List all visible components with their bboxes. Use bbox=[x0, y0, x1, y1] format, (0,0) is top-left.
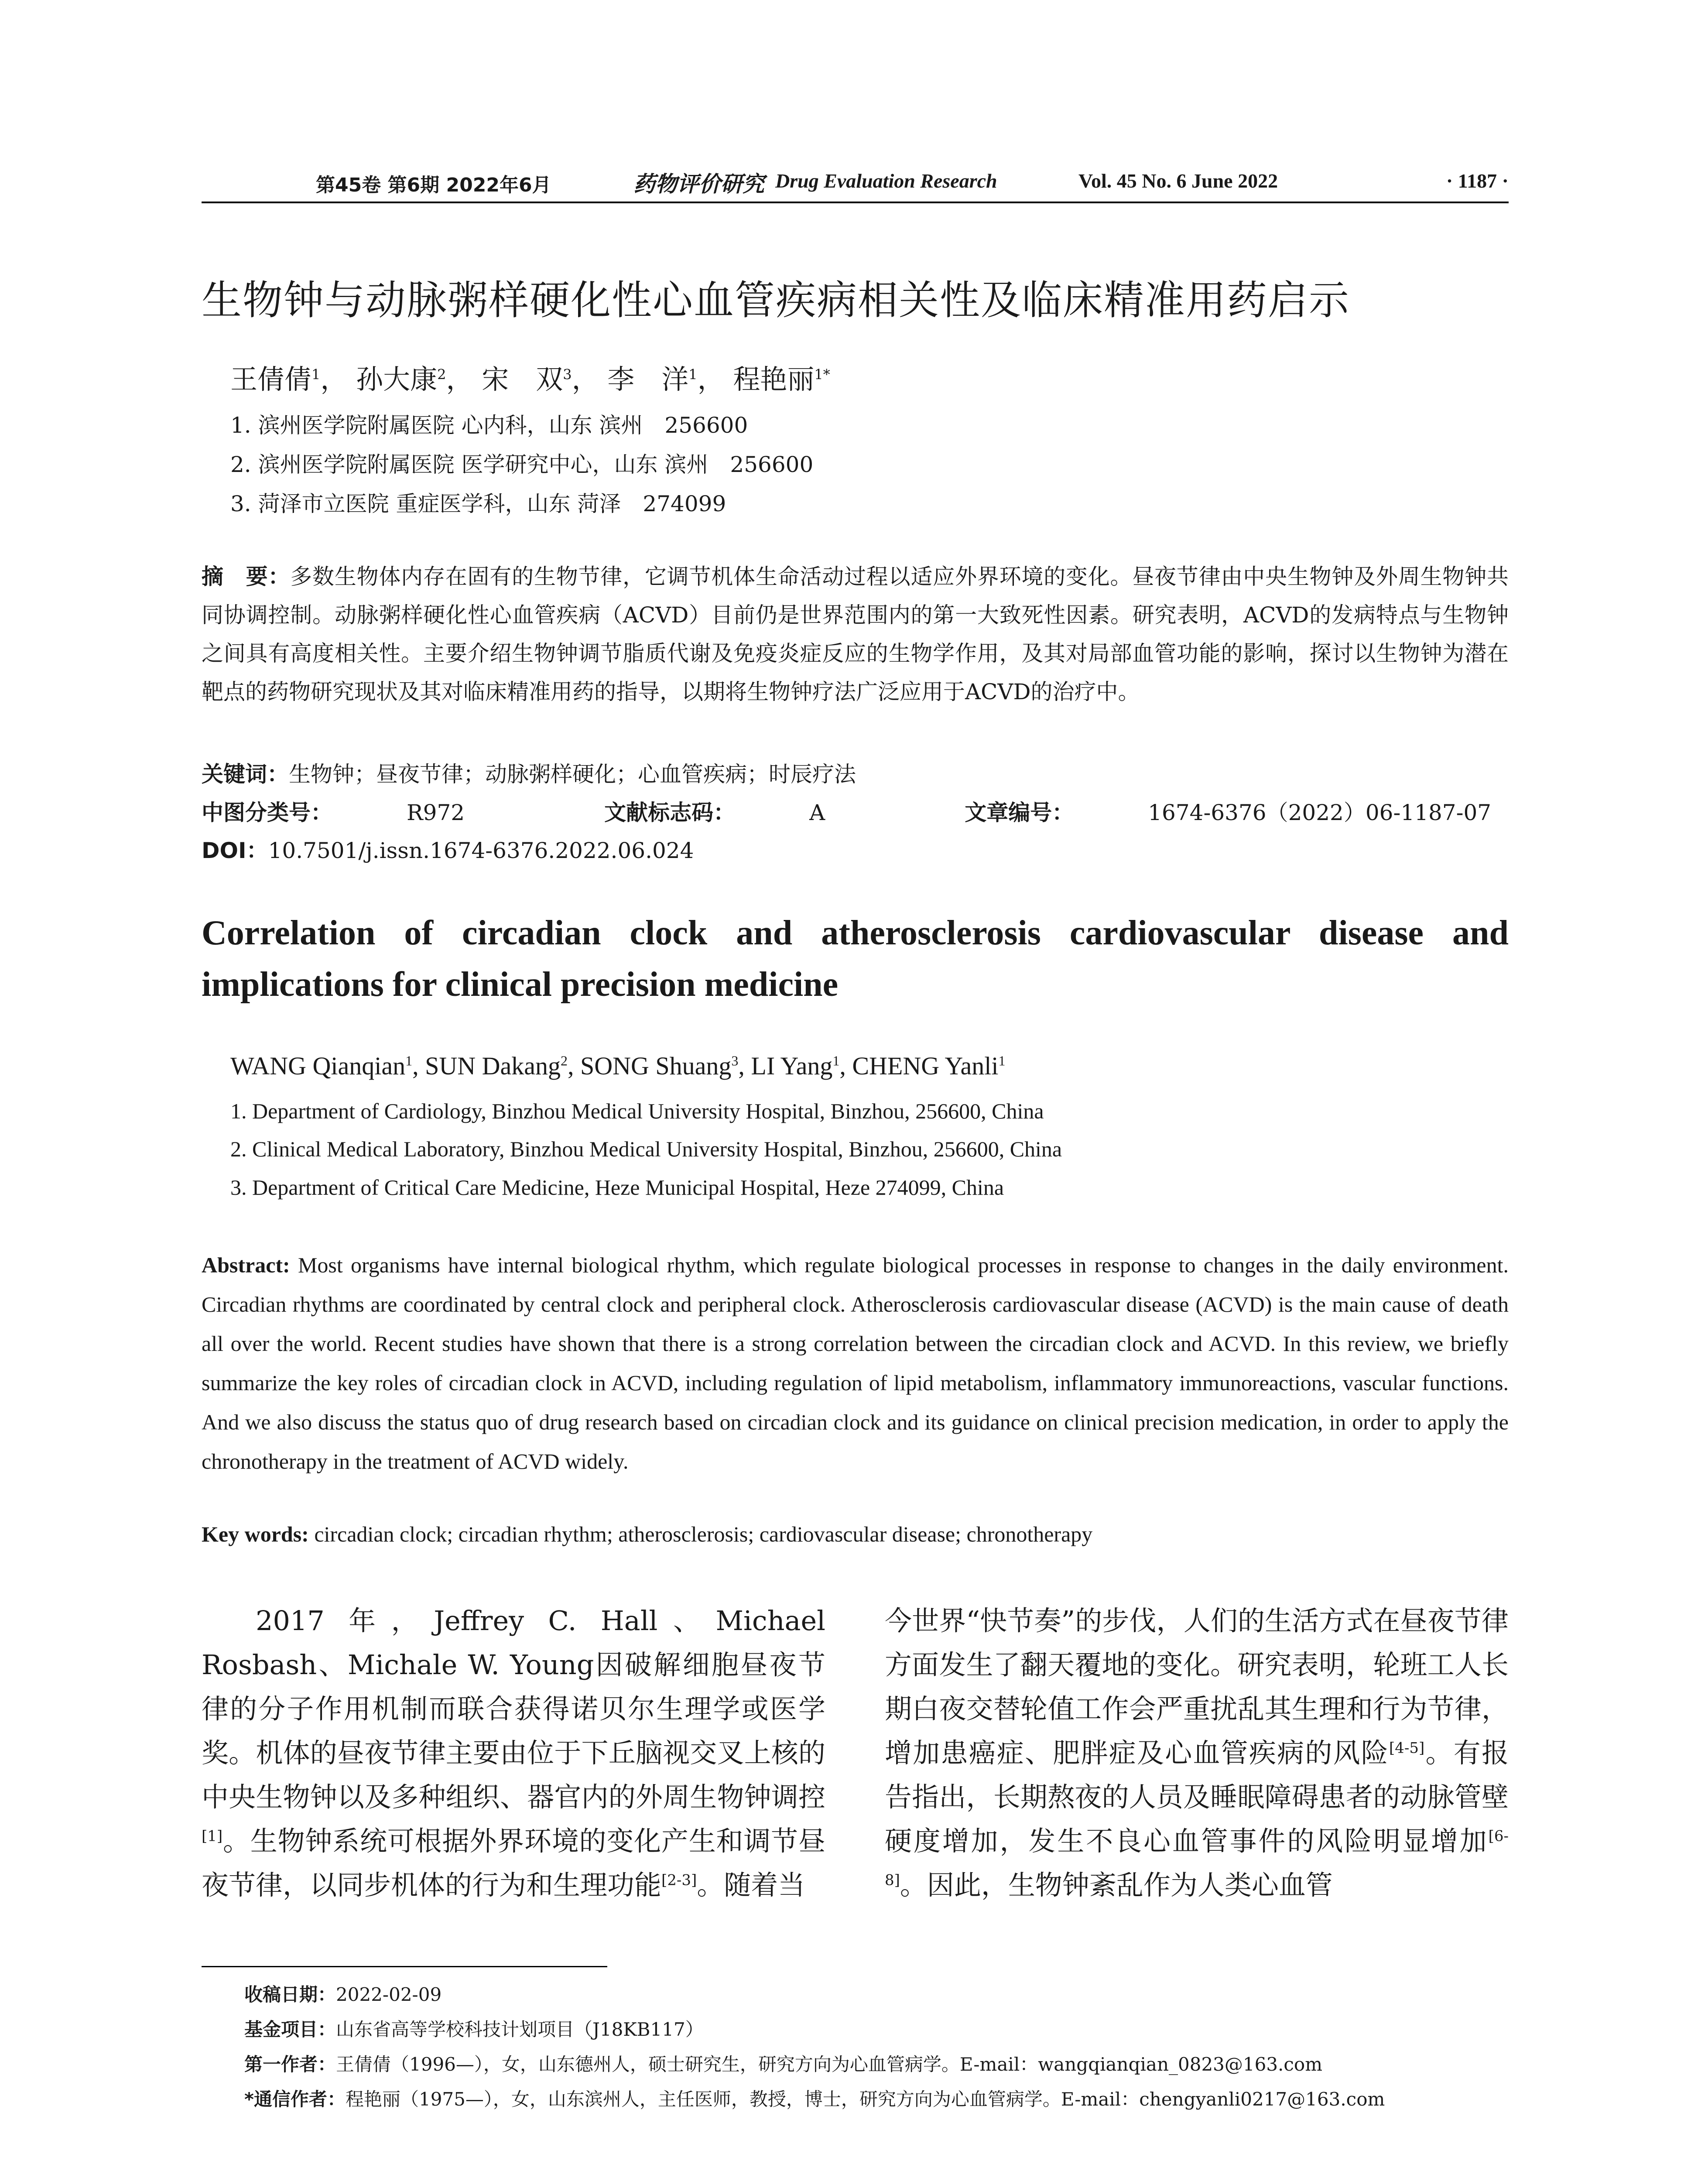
chinese-title: 生物钟与动脉粥样硬化性心血管疾病相关性及临床精准用药启示 bbox=[202, 277, 1350, 324]
header-volume: Vol. 45 No. 6 June 2022 bbox=[1078, 170, 1278, 192]
classification-line bbox=[202, 795, 1565, 827]
doc-code-label: 文献标志码： bbox=[604, 800, 736, 825]
clc-label: 中图分类号： bbox=[202, 800, 332, 825]
footnote-funding bbox=[244, 2015, 704, 2041]
english-authors: WANG Qianqian$^1$, SUN Dakang$^2$, SONG Shuang$^3$, LI Yang$^1$, CHENG Yanli$^1$ bbox=[230, 1052, 1006, 1080]
page-number: · 1187 · bbox=[1446, 170, 1509, 192]
citation: [2-3] bbox=[661, 1871, 697, 1889]
clc-value: R972 bbox=[407, 800, 465, 825]
body-text: 。生物钟系统可根据外界环境的变化产生和调节昼夜节律，以同步机体的行为和生理功能 bbox=[202, 1825, 825, 1901]
author-name: 程艳丽 bbox=[733, 363, 815, 395]
abstract-label: Abstract: bbox=[202, 1253, 290, 1277]
body-column-right bbox=[885, 1599, 1509, 1907]
english-keywords bbox=[202, 1521, 1509, 1547]
header-rule bbox=[202, 202, 1509, 203]
english-affiliation: 1. Department of Cardiology, Binzhou Medical University Hospital, Binzhou, 256600, China bbox=[230, 1099, 1044, 1123]
author-sup: 3 bbox=[563, 366, 572, 383]
author-sup: 1 bbox=[998, 1053, 1006, 1069]
author-sup: 1 bbox=[311, 366, 321, 383]
doc-code-value: A bbox=[809, 800, 825, 825]
doi-line bbox=[202, 833, 694, 865]
keywords-text: 生物钟；昼夜节律；动脉粥样硬化；心血管疾病；时辰疗法 bbox=[289, 762, 856, 787]
author-name: 孙大康 bbox=[356, 363, 438, 395]
author-sup: 2 bbox=[437, 366, 446, 383]
author-sup: 3 bbox=[731, 1053, 739, 1069]
footnote-rule bbox=[202, 1966, 607, 1967]
chinese-authors: 王倩倩$^1$， 孙大康$^2$， 宋 双$^3$， 李 洋$^1$， 程艳丽$^{1*}$ bbox=[230, 363, 830, 395]
footnote-text: 王倩倩（1996—），女，山东德州人，硕士研究生，研究方向为心血管病学。E-mail：wangqianqian_0823@163.com bbox=[336, 2054, 1323, 2075]
chinese-affiliation: 3. 菏泽市立医院 重症医学科，山东 菏泽 274099 bbox=[230, 491, 726, 516]
body-text: 今世界“快节奏”的步伐，人们的生活方式在昼夜节律方面发生了翻天覆地的变化。研究表明，轮班工人长期白夜交替轮值工作会严重扰乱其生理和行为节律，增加患癌症、肥胖症及心血管疾病的风险 bbox=[885, 1605, 1509, 1769]
body-column-left bbox=[202, 1599, 825, 1907]
keywords-text: circadian clock; circadian rhythm; atherosclerosis; cardiovascular disease; chronotherapy bbox=[314, 1522, 1093, 1546]
article-number-value: 1674-6376（2022）06-1187-07 bbox=[1148, 800, 1492, 825]
author-name: 王倩倩 bbox=[230, 363, 312, 395]
footnote-text: 程艳丽（1975—），女，山东滨州人，主任医师，教授，博士，研究方向为心血管病学。E-mail：chengyanli0217@163.com bbox=[345, 2089, 1385, 2110]
body-text: 。随着当 bbox=[697, 1869, 805, 1901]
citation: [4-5] bbox=[1389, 1739, 1425, 1757]
chinese-affiliation: 2. 滨州医学院附属医院 医学研究中心，山东 滨州 256600 bbox=[230, 452, 814, 477]
chinese-keywords bbox=[202, 757, 856, 788]
footnote-text: 山东省高等学校科技计划项目（J18KB117） bbox=[336, 2019, 704, 2040]
chinese-abstract bbox=[202, 557, 1509, 711]
citation: [1] bbox=[202, 1827, 223, 1845]
author-name: 李 洋 bbox=[607, 363, 689, 395]
doi-value: 10.7501/j.issn.1674-6376.2022.06.024 bbox=[268, 838, 694, 863]
doi-label: DOI： bbox=[202, 838, 268, 863]
author-name: LI Yang bbox=[751, 1052, 833, 1080]
footnote-received bbox=[244, 1980, 442, 2007]
article-number-label: 文章编号： bbox=[965, 800, 1074, 825]
footnote-first-author bbox=[244, 2050, 1322, 2076]
keywords-label: 关键词： bbox=[202, 762, 289, 787]
footnote-corresponding-author bbox=[244, 2085, 1385, 2111]
chinese-affiliation: 1. 滨州医学院附属医院 心内科，山东 滨州 256600 bbox=[230, 413, 748, 438]
footnote-label: 收稿日期： bbox=[244, 1984, 336, 2005]
body-text: 。有报告指出，长期熬夜的人员及睡眠障碍患者的动脉管壁硬度增加，发生不良心血管事件的风险明显增加 bbox=[885, 1737, 1509, 1857]
author-name: CHENG Yanli bbox=[852, 1052, 999, 1080]
author-name: WANG Qianqian bbox=[230, 1052, 406, 1080]
running-header bbox=[202, 166, 1509, 196]
header-issue-cn: 第45卷 第6期 2022年6月 bbox=[316, 174, 551, 196]
author-name: SUN Dakang bbox=[425, 1052, 561, 1080]
author-sup: 2 bbox=[560, 1053, 568, 1069]
abstract-text: 多数生物体内存在固有的生物节律，它调节机体生命活动过程以适应外界环境的变化。昼夜节律由中央生物钟及外周生物钟共同协调控制。动脉粥样硬化性心血管疾病（ACVD）目前仍是世界范围内的第一大致死性因素。研究表明，ACVD的发病特点与生物钟之间具有高度相关性。主要介绍生物钟调节脂质代谢及免疫炎症反应的生物学作用，及其对局部血管功能的影响，探讨以生物钟为潜在靶点的药物研究现状及其对临床精准用药的指导，以期将生物钟疗法广泛应用于ACVD的治疗中。 bbox=[202, 564, 1509, 704]
author-sup: 1 bbox=[832, 1053, 840, 1069]
author-name: SONG Shuang bbox=[580, 1052, 732, 1080]
header-journal-en: Drug Evaluation Research bbox=[775, 170, 997, 192]
keywords-label: Key words: bbox=[202, 1522, 309, 1546]
body-text: 2017 年，Jeffrey C. Hall、Michael Rosbash、Michale W. Young因破解细胞昼夜节律的分子作用机制而联合获得诺贝尔生理学或医学奖。机体的昼夜节律主要由位于下丘脑视交叉上核的中央生物钟以及多种组织、器官内的外周生物钟调控 bbox=[202, 1605, 825, 1813]
english-title: Correlation of circadian clock and atherosclerosis cardiovascular disease and implications for clinical precision medicine bbox=[202, 914, 1509, 1004]
body-text: 。因此，生物钟紊乱作为人类心血管 bbox=[900, 1869, 1333, 1901]
author-name: 宋 双 bbox=[482, 363, 563, 395]
journal-logo: 药物评价研究 bbox=[633, 171, 764, 197]
footnote-text: 2022-02-09 bbox=[336, 1984, 442, 2005]
abstract-label: 摘 要： bbox=[202, 564, 291, 589]
footnote-label: *通信作者： bbox=[244, 2089, 346, 2110]
author-sup: 1* bbox=[814, 366, 830, 383]
citation: [6-8] bbox=[885, 1827, 1509, 1889]
english-affiliation: 2. Clinical Medical Laboratory, Binzhou Medical University Hospital, Binzhou, 256600, China bbox=[230, 1137, 1062, 1161]
english-abstract bbox=[202, 1245, 1509, 1481]
author-sup: 1 bbox=[688, 366, 698, 383]
footnote-label: 第一作者： bbox=[244, 2054, 336, 2075]
author-sup: 1 bbox=[405, 1053, 413, 1069]
footnote-label: 基金项目： bbox=[244, 2019, 336, 2040]
english-affiliation: 3. Department of Critical Care Medicine, Heze Municipal Hospital, Heze 274099, China bbox=[230, 1175, 1004, 1200]
abstract-text: Most organisms have internal biological rhythm, which regulate biological processes in response to changes in the daily environment. Circadian rhythms are coordinated by central clock and peripheral clock. Atherosclerosis cardiovascular disease (ACVD) is the main cause of death all over the world. Recent studies have shown that there is a strong correlation between the circadian clock and ACVD. In this review, we briefly summarize the key roles of circadian clock in ACVD, including regulation of lipid metabolism, inflammatory immunoreactions, vascular functions. And we also discuss the status quo of drug research based on circadian clock and its guidance on clinical precision medication, in order to apply the chronotherapy in the treatment of ACVD widely. bbox=[202, 1253, 1509, 1473]
